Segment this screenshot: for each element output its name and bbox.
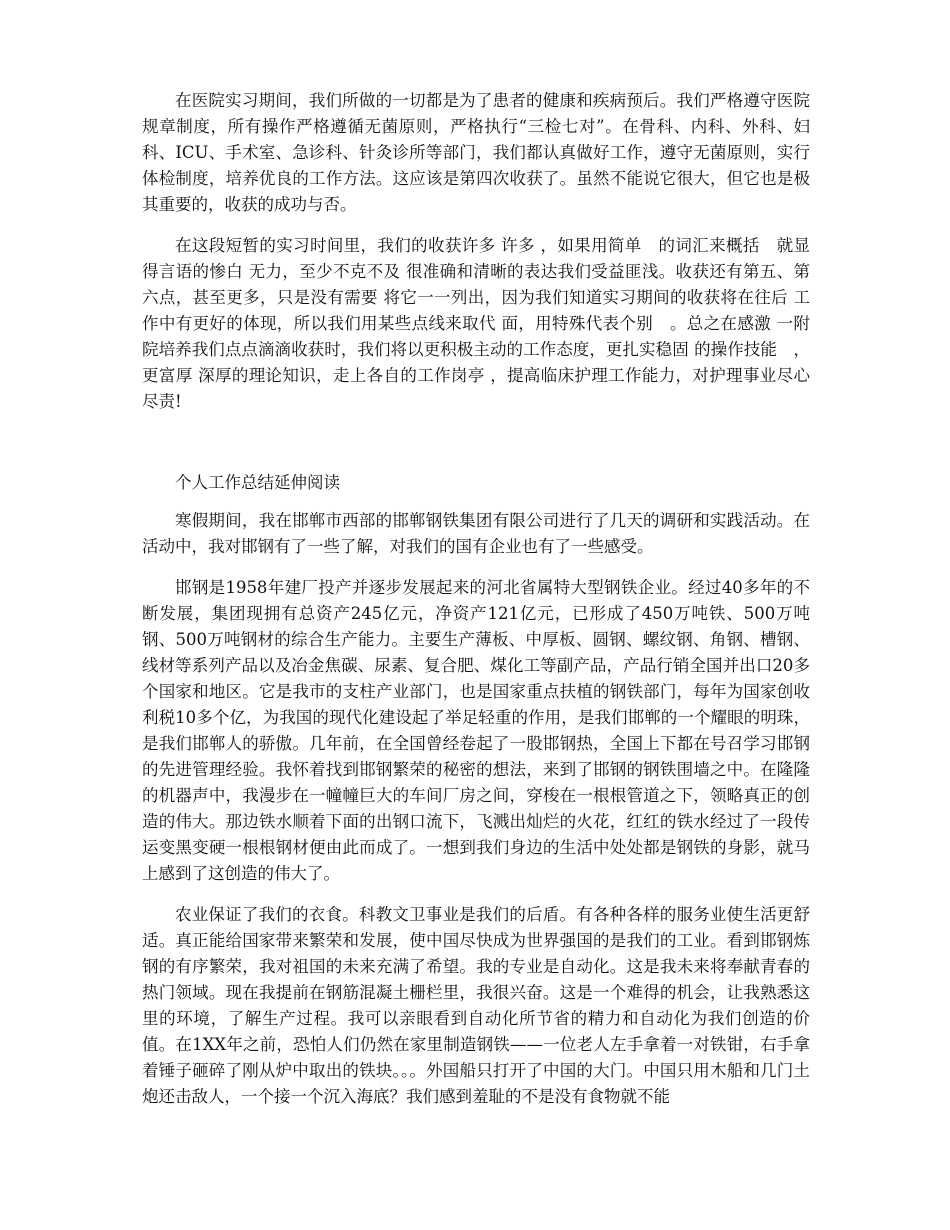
- paragraph-internship-gains: 在这段短暂的实习时间里，我们的收获许多 许多 ，如果用简单 的词汇来概括 就显得言语的惨白 无力，至少不克不及 很准确和清晰的表达我们受益匪浅。收获还有第五、第六点，甚至更多，只是没有需要 将它一一列出，因为我们知道实习期间的收获将在往后 工作中有更好的体现，所以我们用某些点线来取代 面，用特殊代表个别 。总之在感激 一附院培养我们点点滴滴收获时，我们将以更积极主动的工作态度，更扎实稳固 的操作技能 ，更富厚 深厚的理论知识，走上各自的工作岗亭 ，提高临床护理工作能力，对护理事业尽心尽责!: [142, 236, 810, 411]
- paragraph-hangang-intro: 邯钢是1958年建厂投产并逐步发展起来的河北省属特大型钢铁企业。经过40多年的不断发展，集团现拥有总资产245亿元，净资产121亿元，已形成了450万吨铁、500万吨钢、500万吨钢材的综合生产能力。主要生产薄板、中厚板、圆钢、螺纹钢、角钢、槽钢、线材等系列产品以及冶金焦碳、尿素、复合肥、煤化工等副产品，产品行销全国并出口20多个国家和地区。它是我市的支柱产业部门，也是国家重点扶植的钢铁部门，每年为国家创收利税10多个亿，为我国的现代化建设起了举足轻重的作用，是我们邯郸的一个耀眼的明珠，是我们邯郸人的骄傲。几年前，在全国曾经卷起了一股邯钢热，全国上下都在号召学习邯钢的先进管理经验。我怀着找到邯钢繁荣的秘密的想法，来到了邯钢的钢铁围墙之中。在隆隆的机器声中，我漫步在一幢幢巨大的车间厂房之间，穿梭在一根根管道之下，领略真正的创造的伟大。那边铁水顺着下面的出钢口流下，飞溅出灿烂的火花，红红的铁水经过了一段传运变黑变硬一根根钢材便由此而成了。一想到我们身边的生活中处处都是钢铁的身影，就马上感到了这创造的伟大了。: [142, 578, 810, 883]
- paragraph-winter-practice: 寒假期间，我在邯郸市西部的邯郸钢铁集团有限公司进行了几天的调研和实践活动。在活动中，我对邯钢有了一些了解，对我们的国有企业也有了一些感受。: [142, 511, 810, 556]
- paragraph-industry-reflection: 农业保证了我们的衣食。科教文卫事业是我们的后盾。有各种各样的服务业使生活更舒适。真正能给国家带来繁荣和发展，使中国尽快成为世界强国的是我们的工业。看到邯钢炼钢的有序繁荣，我对祖国的未来充满了希望。我的专业是自动化。这是我未来将奉献青春的热门领域。现在我提前在钢筋混凝土栅栏里，我很兴奋。这是一个难得的机会，让我熟悉这里的环境，了解生产过程。我可以亲眼看到自动化所节省的精力和自动化为我们创造的价值。在1XX年之前，恐怕人们仍然在家里制造钢铁——一位老人左手拿着一对铁钳，右手拿着锤子砸碎了刚从炉中取出的铁块。。。外国船只打开了中国的大门。中国只用木船和几门土炮还击敌人，一个接一个沉入海底？我们感到羞耻的不是没有食物就不能: [142, 905, 810, 1106]
- section-heading: 个人工作总结延伸阅读: [175, 473, 340, 492]
- paragraph-internship-work: 在医院实习期间，我们所做的一切都是为了患者的健康和疾病预后。我们严格遵守医院规章制度，所有操作严格遵循无菌原则，严格执行“三检七对”。在骨科、内科、外科、妇科、ICU、手术室、急诊科、针灸诊所等部门，我们都认真做好工作，遵守无菌原则，实行体检制度，培养优良的工作方法。这应该是第四次收获了。虽然不能说它很大，但它也是极其重要的，收获的成功与否。: [142, 91, 810, 214]
- document-body: [142, 88, 810, 1110]
